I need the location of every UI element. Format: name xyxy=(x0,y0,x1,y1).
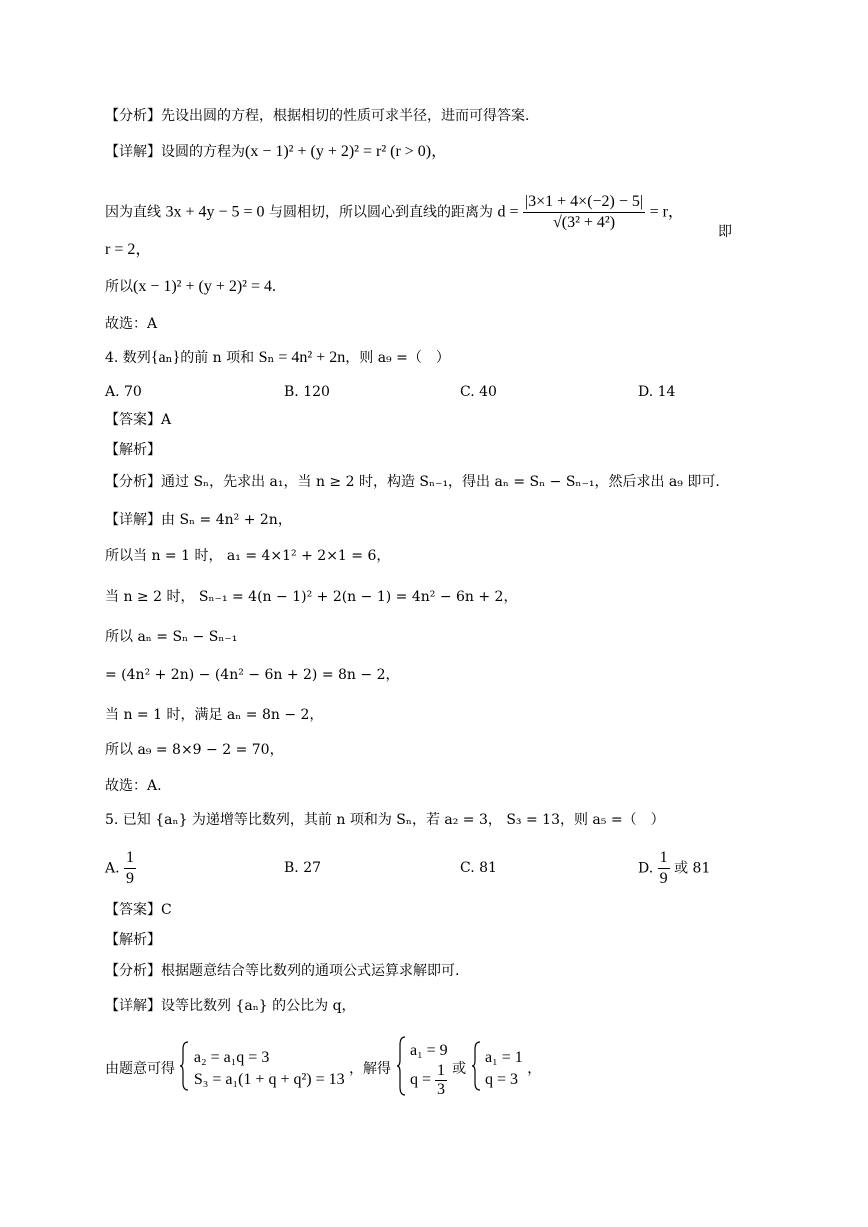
q5-option-d-denominator: 9 xyxy=(659,870,668,887)
q5-option-a-numerator: 1 xyxy=(124,848,136,869)
q4-step-4: = (4n² + 2n) − (4n² − 6n + 2) = 8n − 2， xyxy=(105,667,400,683)
q3-distance-fraction xyxy=(523,192,645,233)
q3-choice: 故选：A xyxy=(105,316,158,332)
q3-line-equation: 3x + 4y − 5 = 0 xyxy=(165,203,265,221)
left-brace-icon xyxy=(179,1041,189,1097)
q5-solution-2 xyxy=(485,1047,523,1091)
q3-distance-rhs: = r， xyxy=(649,203,684,221)
q5-solution-or: 或 xyxy=(452,1061,467,1077)
q5-jiexi: 【解析】 xyxy=(105,932,161,948)
q5-option-d-fraction xyxy=(658,848,670,889)
left-brace-icon xyxy=(396,1036,406,1102)
q3-distance-denominator: √(3² + 4²) xyxy=(552,214,616,231)
q3-so-prefix: 所以 xyxy=(105,279,133,295)
q5-system-mid: ，解得 xyxy=(349,1061,392,1077)
q3-distance-tail: 即 xyxy=(718,224,732,240)
q4-step-5: 当 n = 1 时，满足 aₙ = 8n − 2， xyxy=(105,707,324,723)
q5-answer: 【答案】C xyxy=(105,902,172,918)
q5-analysis: 【分析】根据题意结合等比数列的通项公式运算求解即可. xyxy=(105,963,460,979)
q3-radius: r = 2， xyxy=(105,241,152,258)
q4-stem-prefix: 4. 数列 xyxy=(105,350,151,366)
q3-result-line xyxy=(105,277,276,297)
q5-solution-1-q: q = xyxy=(409,1070,431,1088)
q4-stem-mid: 的前 n 项和 xyxy=(180,350,255,366)
q3-distance-numerator: |3×1 + 4×(−2) − 5| xyxy=(523,192,645,213)
q5-system-prefix: 由题意可得 xyxy=(105,1061,175,1077)
q5-solution-2-row-1: a₁ = 1 xyxy=(485,1049,523,1066)
q4-jiexi: 【解析】 xyxy=(105,442,161,458)
q3-line-mid: 与圆相切，所以圆心到直线的距离为 xyxy=(268,204,493,221)
q5-solution-1 xyxy=(410,1040,448,1099)
q5-solution-1-numerator: 1 xyxy=(437,1061,445,1079)
q4-option-d: D. 14 xyxy=(638,384,676,400)
q4-option-b: B. 120 xyxy=(284,384,330,400)
q5-option-a xyxy=(105,848,136,889)
q5-detail: 【详解】设等比数列 {aₙ} 的公比为 q， xyxy=(105,998,356,1014)
q4-step-1: 所以当 n = 1 时， a₁ = 4×1² + 2×1 = 6， xyxy=(105,548,391,564)
q5-option-d xyxy=(638,848,710,889)
q3-circle-equation: (x − 1)² + (y + 2)² = r² (r > 0)， xyxy=(245,143,448,160)
q4-option-c: C. 40 xyxy=(460,384,497,400)
q4-choice: 故选：A. xyxy=(105,778,162,794)
q5-option-a-fraction xyxy=(124,848,136,889)
q3-detail-prefix: 【详解】设圆的方程为 xyxy=(105,144,245,160)
left-brace-icon xyxy=(471,1041,481,1097)
q5-option-a-denominator: 9 xyxy=(126,870,135,887)
q3-result-equation: (x − 1)² + (y + 2)² = 4. xyxy=(133,278,276,295)
q4-detail: 【详解】由 Sₙ = 4n² + 2n， xyxy=(105,512,292,528)
q5-system-row-1: a₂ = a₁q = 3 xyxy=(193,1049,270,1066)
q5-option-b: B. 27 xyxy=(284,860,322,876)
q4-sum-formula: Sₙ = 4n² + 2n xyxy=(258,349,346,366)
q4-option-a: A. 70 xyxy=(105,384,142,400)
q5-option-d-label: D. xyxy=(638,860,654,877)
q5-stem: 5. 已知 {aₙ} 为递增等比数列，其前 n 项和为 Sₙ，若 a₂ = 3， S₃ = 13，则 a₅ =（ ） xyxy=(105,812,665,828)
q5-system-line xyxy=(105,1036,541,1102)
q3-distance-lhs: d = xyxy=(497,203,519,221)
q5-system-row-2: S₃ = a₁(1 + q + q²) = 13 xyxy=(193,1071,345,1088)
q4-step-3: 所以 aₙ = Sₙ − Sₙ₋₁ xyxy=(105,629,238,645)
q5-solution-2-row-2: q = 3 xyxy=(485,1071,519,1088)
q3-line-prefix: 因为直线 xyxy=(105,204,161,221)
q5-solution-1-fraction xyxy=(435,1062,447,1099)
q5-solution-1-denominator: 3 xyxy=(437,1080,445,1098)
q5-option-d-tail: 或 81 xyxy=(674,860,711,877)
q5-system xyxy=(194,1047,345,1091)
q4-stem xyxy=(105,348,450,368)
q5-option-a-label: A. xyxy=(105,860,120,877)
q3-distance-line xyxy=(105,192,684,233)
q4-sequence: {aₙ} xyxy=(150,349,181,366)
q4-stem-tail: ，则 a₉ =（ ） xyxy=(345,350,450,366)
q5-solution-tail: ， xyxy=(527,1061,542,1077)
q3-detail-line xyxy=(105,142,447,162)
q5-solution-1-row-2 xyxy=(410,1062,448,1099)
q3-analysis: 【分析】先设出圆的方程，根据相切的性质可求半径，进而可得答案. xyxy=(105,108,530,124)
q5-option-c: C. 81 xyxy=(460,860,497,876)
q5-solution-1-row-1: a₁ = 9 xyxy=(409,1041,448,1059)
q4-step-6: 所以 a₉ = 8×9 − 2 = 70， xyxy=(105,742,284,758)
q4-step-2: 当 n ≥ 2 时， Sₙ₋₁ = 4(n − 1)² + 2(n − 1) = 4n² − 6n + 2， xyxy=(105,589,518,605)
q5-option-d-numerator: 1 xyxy=(658,848,670,869)
q4-analysis: 【分析】通过 Sₙ，先求出 a₁，当 n ≥ 2 时，构造 Sₙ₋₁，得出 aₙ = Sₙ − Sₙ₋₁，然后求出 a₉ 即可. xyxy=(105,474,720,490)
q4-answer: 【答案】A xyxy=(105,412,172,428)
